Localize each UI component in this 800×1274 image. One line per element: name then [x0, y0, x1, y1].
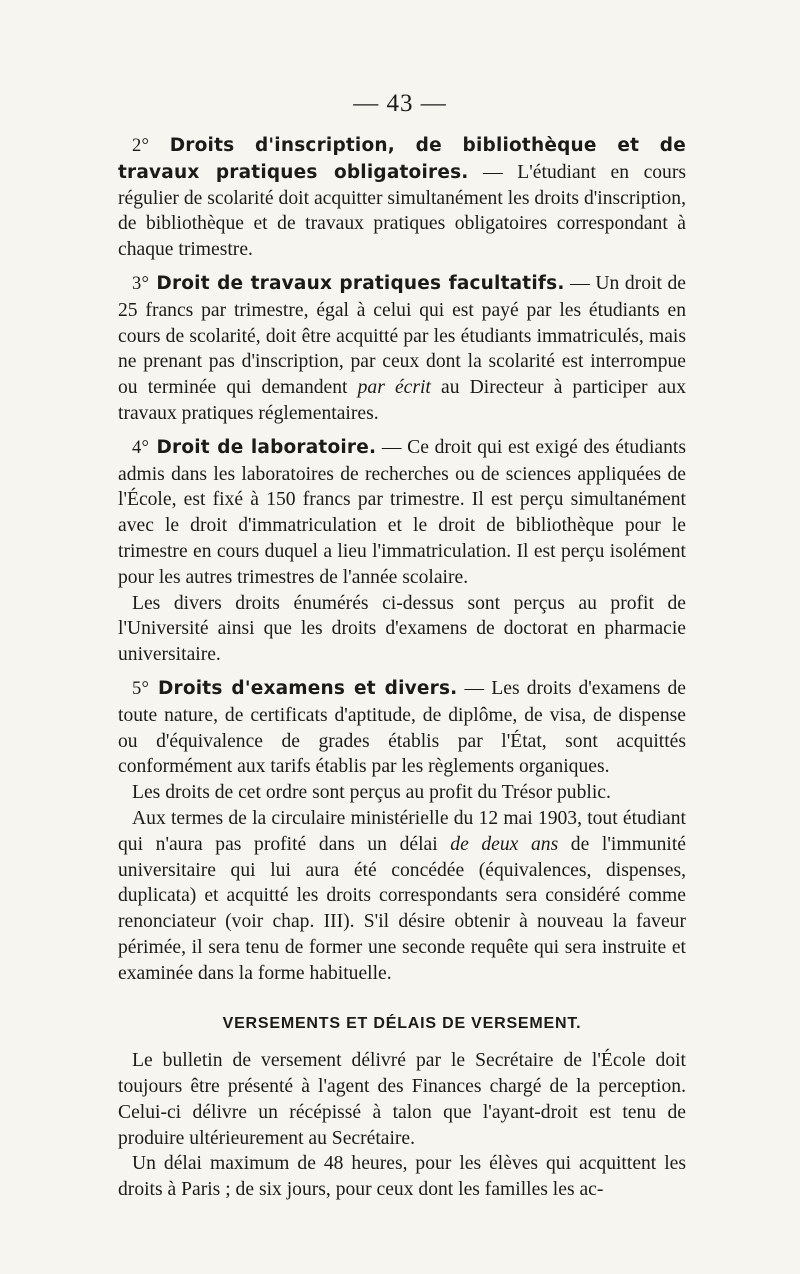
section-heading-examens: [132, 678, 457, 699]
paragraph-bulletin: [118, 1048, 686, 1151]
paragraph-text: — Ce droit qui est exigé des étudiants admis dans les laboratoires de recherches ou de sciences appliquées de l'École, est fixé à 150 francs par trimestre. Il est perçu simultanément avec le droit d'immatriculation et le droit de bibliothèque pour le trimestre en cours duquel a lieu l'immatriculation. Il est perçu isolément pour les autres trimestres de l'année scolaire.: [118, 436, 686, 588]
body-text: [118, 133, 686, 1203]
section-title: Droits d'inscription, de bibliothèque et de travaux pratiques obligatoires.: [118, 135, 686, 183]
section-title: Droits d'examens et divers.: [157, 677, 458, 699]
paragraph-delai: [118, 1151, 686, 1203]
paragraph-text: de l'immunité universitaire qui lui aura été concédée (équivalences, dispenses, duplicata) et acquitté les droits correspondants sera considéré comme renonciateur (voir chap. III). S'il désire obtenir à nouveau la faveur périmée, il sera tenu de former une seconde requête qui sera instruite et examinée dans la forme habituelle.: [118, 833, 686, 984]
paragraph-examens: [118, 676, 686, 780]
section-number: 2°: [132, 136, 150, 156]
paragraph-laboratoire: [118, 435, 686, 591]
paragraph-text: au Directeur à participer aux travaux pratiques réglementaires.: [118, 377, 686, 424]
emphasis-text: de deux ans: [450, 833, 559, 855]
emphasis-text: par écrit: [357, 377, 431, 399]
paragraph-inscription: [118, 133, 686, 263]
paragraph-text: Aux termes de la circulaire ministérielle du 12 mai 1903, tout étudiant qui n'aura pas profité dans un délai: [118, 807, 686, 855]
page-number: — 43 —: [353, 90, 447, 117]
section-number: 5°: [132, 678, 150, 699]
paragraph-circulaire: [118, 806, 686, 987]
section-heading-travaux: [132, 273, 565, 294]
section-number: 3°: [132, 273, 150, 294]
paragraph-text: — L'étudiant en cours régulier de scolarité doit acquitter simultanément les droits d'inscription, de bibliothèque et de travaux pratiques obligatoires correspondant à chaque trimestre.: [118, 161, 687, 261]
section-title: Droit de laboratoire.: [156, 436, 377, 458]
paragraph-text: Les droits de cet ordre sont perçus au profit du Trésor public.: [132, 782, 611, 804]
paragraph-universite: [118, 591, 686, 668]
paragraph-text: Les divers droits énumérés ci-dessus sont perçus au profit de l'Université ainsi que les droits d'examens de doctorat en pharmacie universitaire.: [118, 592, 686, 666]
paragraph-travaux: [118, 271, 686, 427]
section-number: 4°: [132, 437, 150, 458]
section-title: Droit de travaux pratiques facultatifs.: [156, 272, 565, 294]
paragraph-text: — Un droit de 25 francs par trimestre, égal à celui qui est payé par les étudiants en cours de scolarité, doit être acquitté par les étudiants immatriculés, mais ne prenant pas d'inscription, par ceux dont la scolarité est interrompue ou terminée qui demandent: [118, 272, 686, 399]
paragraph-text: — Les droits d'examens de toute nature, de certificats d'aptitude, de diplôme, de visa, de dispense ou d'équivalence de grades établis par l'État, sont acquittés conformément aux tarifs établis par les règlements organiques.: [118, 677, 686, 778]
section-heading-versements: VERSEMENTS ET DÉLAIS DE VERSEMENT.: [222, 1014, 582, 1032]
paragraph-tresor: [118, 780, 686, 806]
paragraph-text: Un délai maximum de 48 heures, pour les élèves qui acquittent les droits à Paris ; de six jours, pour ceux dont les familles les ac-: [118, 1153, 686, 1201]
section-heading-laboratoire: [132, 437, 376, 458]
paragraph-text: Le bulletin de versement délivré par le Secrétaire de l'École doit toujours être présenté à l'agent des Finances chargé de la perception. Celui-ci délivre un récépissé à talon que l'ayant-droit est tenu de produire ultérieurement au Secrétaire.: [118, 1050, 686, 1149]
